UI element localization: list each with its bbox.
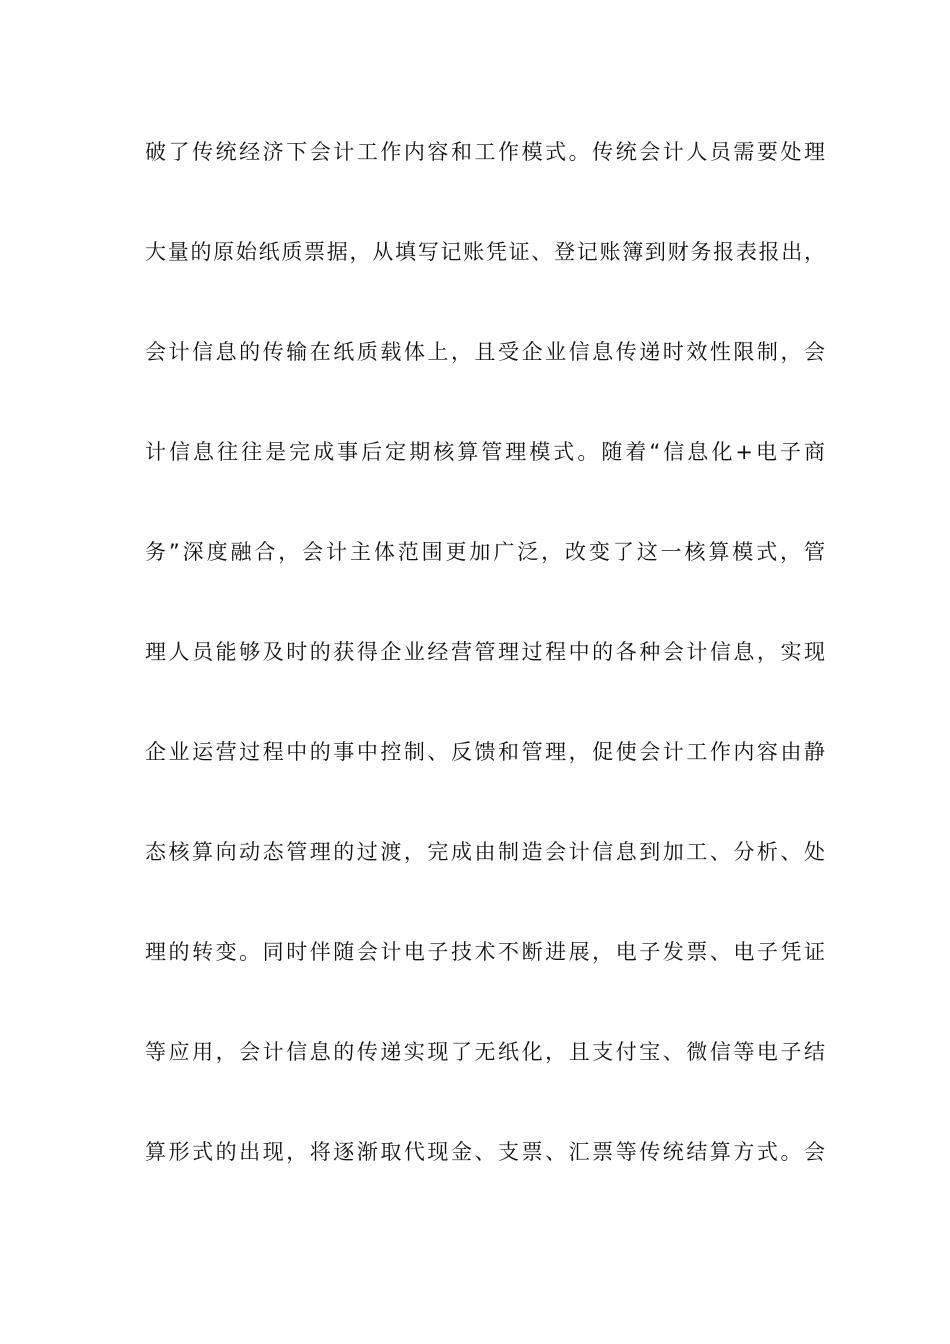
paragraph-line: 大量的原始纸质票据，从填写记账凭证、登记账簿到财务报表报出， xyxy=(145,240,825,264)
paragraph-line: 计信息往往是完成事后定期核算管理模式。随着“信息化+电子商 xyxy=(145,440,825,464)
paragraph-line: 态核算向动态管理的过渡，完成由制造会计信息到加工、分析、处 xyxy=(145,840,825,864)
paragraph-line: 会计信息的传输在纸质载体上，且受企业信息传递时效性限制，会 xyxy=(145,340,825,364)
paragraph-line: 算形式的出现，将逐渐取代现金、支票、汇票等传统结算方式。会 xyxy=(145,1140,825,1164)
paragraph-line: 理的转变。同时伴随会计电子技术不断进展，电子发票、电子凭证 xyxy=(145,940,825,964)
paragraph-line: 等应用，会计信息的传递实现了无纸化，且支付宝、微信等电子结 xyxy=(145,1040,825,1064)
paragraph-line: 理人员能够及时的获得企业经营管理过程中的各种会计信息，实现 xyxy=(145,640,825,664)
paragraph-line: 企业运营过程中的事中控制、反馈和管理，促使会计工作内容由静 xyxy=(145,740,825,764)
paragraph-line: 务”深度融合，会计主体范围更加广泛，改变了这一核算模式，管 xyxy=(145,540,825,564)
paragraph-line: 破了传统经济下会计工作内容和工作模式。传统会计人员需要处理 xyxy=(145,140,825,164)
